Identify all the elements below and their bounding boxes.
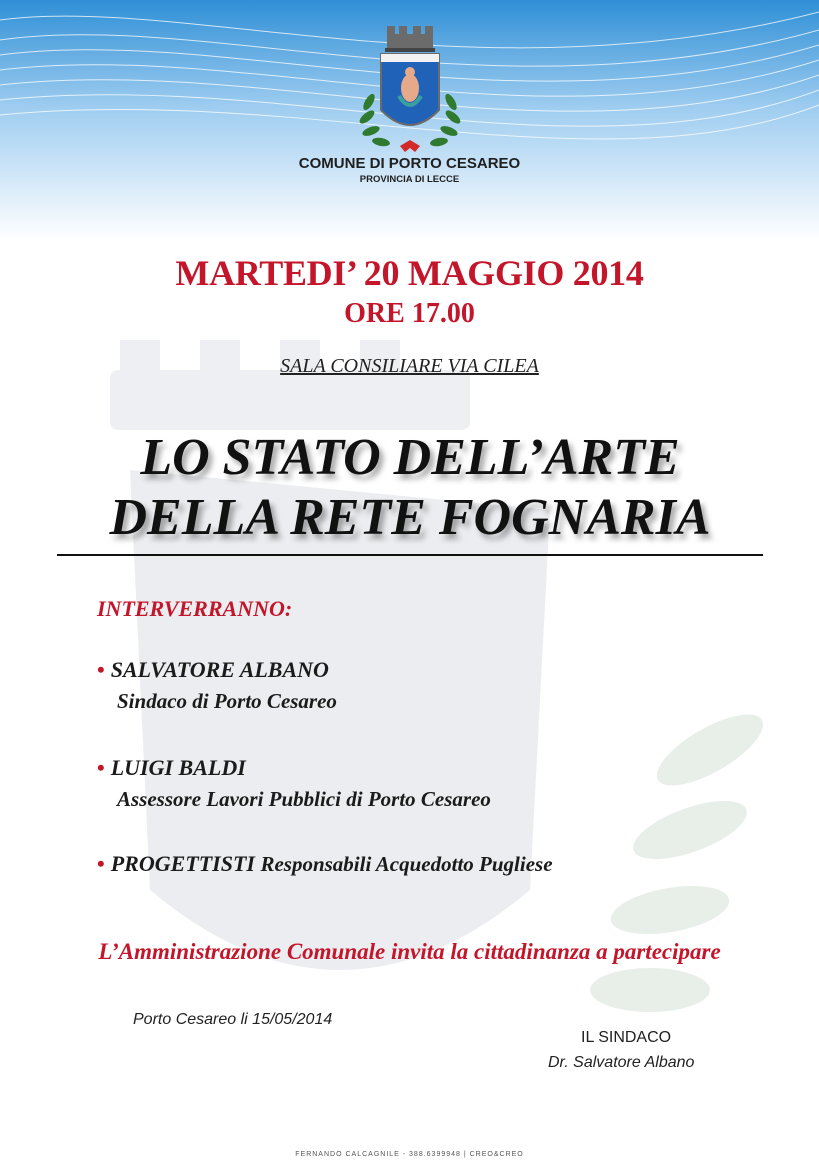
municipal-crest-icon [355,22,465,157]
speakers-heading: INTERVERRANNO: [97,596,293,621]
speaker-item [97,851,553,877]
signature-title: IL SINDACO [581,1029,672,1046]
event-time: ORE 17.00 [344,298,475,329]
place-date: Porto Cesareo li 15/05/2014 [133,1011,333,1028]
signature-name: Dr. Salvatore Albano [548,1054,695,1071]
event-title-line-2: DELLA RETE FOGNARIA [109,489,711,546]
event-venue: SALA CONSILIARE VIA CILEA [280,355,539,377]
speaker-name: PROGETTISTI [110,851,255,876]
province-name: PROVINCIA DI LECCE [359,174,460,185]
speaker-name: LUIGI BALDI [110,755,246,780]
title-divider [57,554,763,556]
bullet-icon: • [97,657,105,682]
event-title-line-1: LO STATO DELL’ARTE [140,429,680,486]
speaker-item [97,657,337,714]
speaker-name: SALVATORE ALBANO [110,657,329,682]
invitation-text: L’Amministrazione Comunale invita la cittadinanza a partecipare [98,939,721,964]
bullet-icon: • [97,755,105,780]
designer-credits: FERNANDO CALCAGNILE - 388.6399948 | CREO&CREO [295,1151,524,1158]
bullet-icon: • [97,851,105,876]
municipality-name: COMUNE DI PORTO CESAREO [298,155,521,172]
event-title [60,428,760,548]
speaker-role: Sindaco di Porto Cesareo [117,689,337,713]
event-date: MARTEDI’ 20 MAGGIO 2014 [175,253,644,293]
speaker-item [97,755,491,812]
speaker-role: Assessore Lavori Pubblici di Porto Cesareo [117,787,491,811]
speaker-role: Responsabili Acquedotto Pugliese [260,852,553,876]
